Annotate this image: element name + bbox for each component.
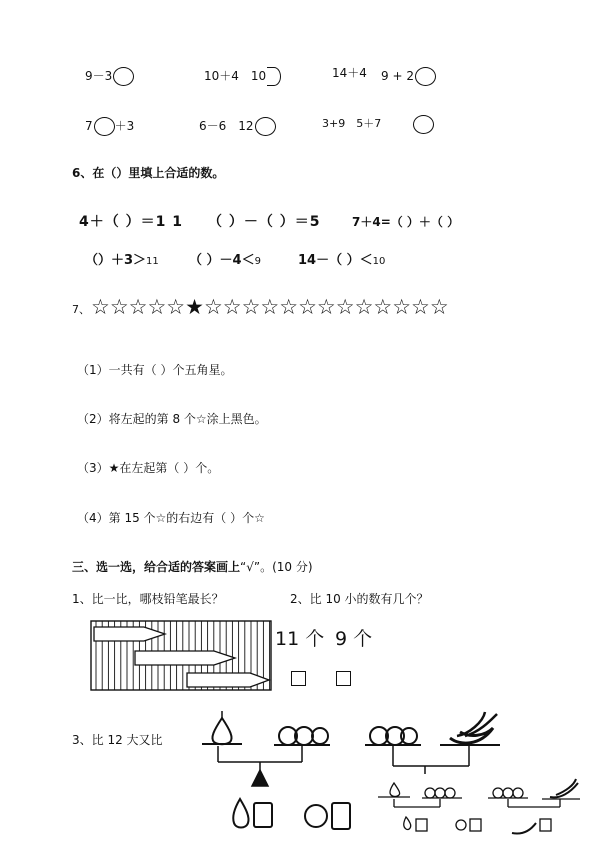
q6-eq4-text: （）＋3＞: [85, 253, 147, 268]
q6-eq6-text: 14－（ ）＜: [298, 253, 373, 268]
compare-circle[interactable]: [94, 117, 115, 136]
section3-title: [72, 561, 313, 573]
q7-sub4: （4）第 15 个☆的右边有（ ）个☆: [77, 511, 265, 525]
q6-eq5-num: 9: [254, 256, 261, 267]
q6-eq6: [298, 254, 385, 267]
q7-label: 7、: [72, 303, 90, 316]
pencil-1: [94, 627, 165, 641]
section3-title-text: 三、选一选，给合适的答案画上: [72, 560, 241, 574]
compare-circle[interactable]: [413, 115, 434, 134]
checkbox-11[interactable]: [291, 671, 306, 686]
expr-text: 9 + 2: [381, 69, 414, 83]
expr-6-minus-6: [199, 117, 276, 136]
q6-eq5: [189, 254, 261, 267]
compare-circle[interactable]: [113, 67, 134, 86]
pencil-figure: [90, 620, 274, 692]
small-scales: [370, 775, 585, 845]
q7-sub3: （3）★在左起第（ ）个。: [77, 461, 220, 475]
expr-text: 9－3: [85, 69, 113, 83]
q6-eq6-num: 10: [372, 256, 386, 267]
q7-sub1: （1）一共有（ ）个五角星。: [77, 363, 233, 377]
sec3-q3: 3、比 12 大又比: [72, 733, 163, 747]
star-row: ☆☆☆☆☆★☆☆☆☆☆☆☆☆☆☆☆☆☆: [91, 295, 449, 319]
q6-eq5-text: （ ）－4＜: [189, 253, 255, 268]
expr-9-minus-3: [85, 67, 134, 86]
q6-eq4-num: 11: [146, 256, 159, 267]
q6-eq2: （ ）－（ ）＝5: [208, 214, 321, 230]
expr-text: 6－6 12: [199, 119, 254, 133]
q7-sub2: （2）将左起的第 8 个☆涂上黑色。: [77, 412, 267, 426]
balance-scale-1: [190, 708, 340, 788]
compare-circle-wrap: [412, 115, 434, 134]
expr-10-plus-4: [204, 67, 281, 86]
compare-circle[interactable]: [415, 67, 436, 86]
section3-title-tail: “√”。(10 分): [240, 560, 313, 574]
checkbox-9[interactable]: [336, 671, 351, 686]
expr-14-plus-4: [332, 67, 367, 79]
sec3-q2: 2、比 10 小的数有几个？: [290, 592, 429, 606]
sec3-q1: 1、比一比，哪枝铅笔最长？: [72, 592, 224, 606]
q6-eq1: 4＋（ ）＝1 1: [79, 214, 183, 230]
expr-3-plus-9: [322, 118, 381, 129]
expr-9-plus-2: [381, 67, 436, 86]
expr-text: 7: [85, 119, 93, 133]
expr-text: 3+9 5＋7: [322, 117, 382, 130]
q6-eq3: 7＋4=（ ）＋（ ）: [352, 215, 460, 229]
expr-text: 14＋4: [332, 66, 367, 80]
q6-title: 6、在（）里填上合适的数。: [72, 166, 225, 180]
compare-circle[interactable]: [267, 67, 281, 86]
expr-text: 10＋4 10: [204, 69, 267, 83]
expr-7-plus-3: [85, 117, 134, 136]
pencil-3: [187, 673, 269, 687]
pencil-2: [135, 651, 235, 665]
q6-eq4: [85, 254, 159, 267]
answer-9: 9 个: [335, 628, 373, 650]
compare-circle[interactable]: [255, 117, 276, 136]
expr-text: ＋3: [114, 119, 135, 133]
answer-11: 11 个: [275, 628, 325, 650]
fruit-choices: [228, 795, 358, 845]
